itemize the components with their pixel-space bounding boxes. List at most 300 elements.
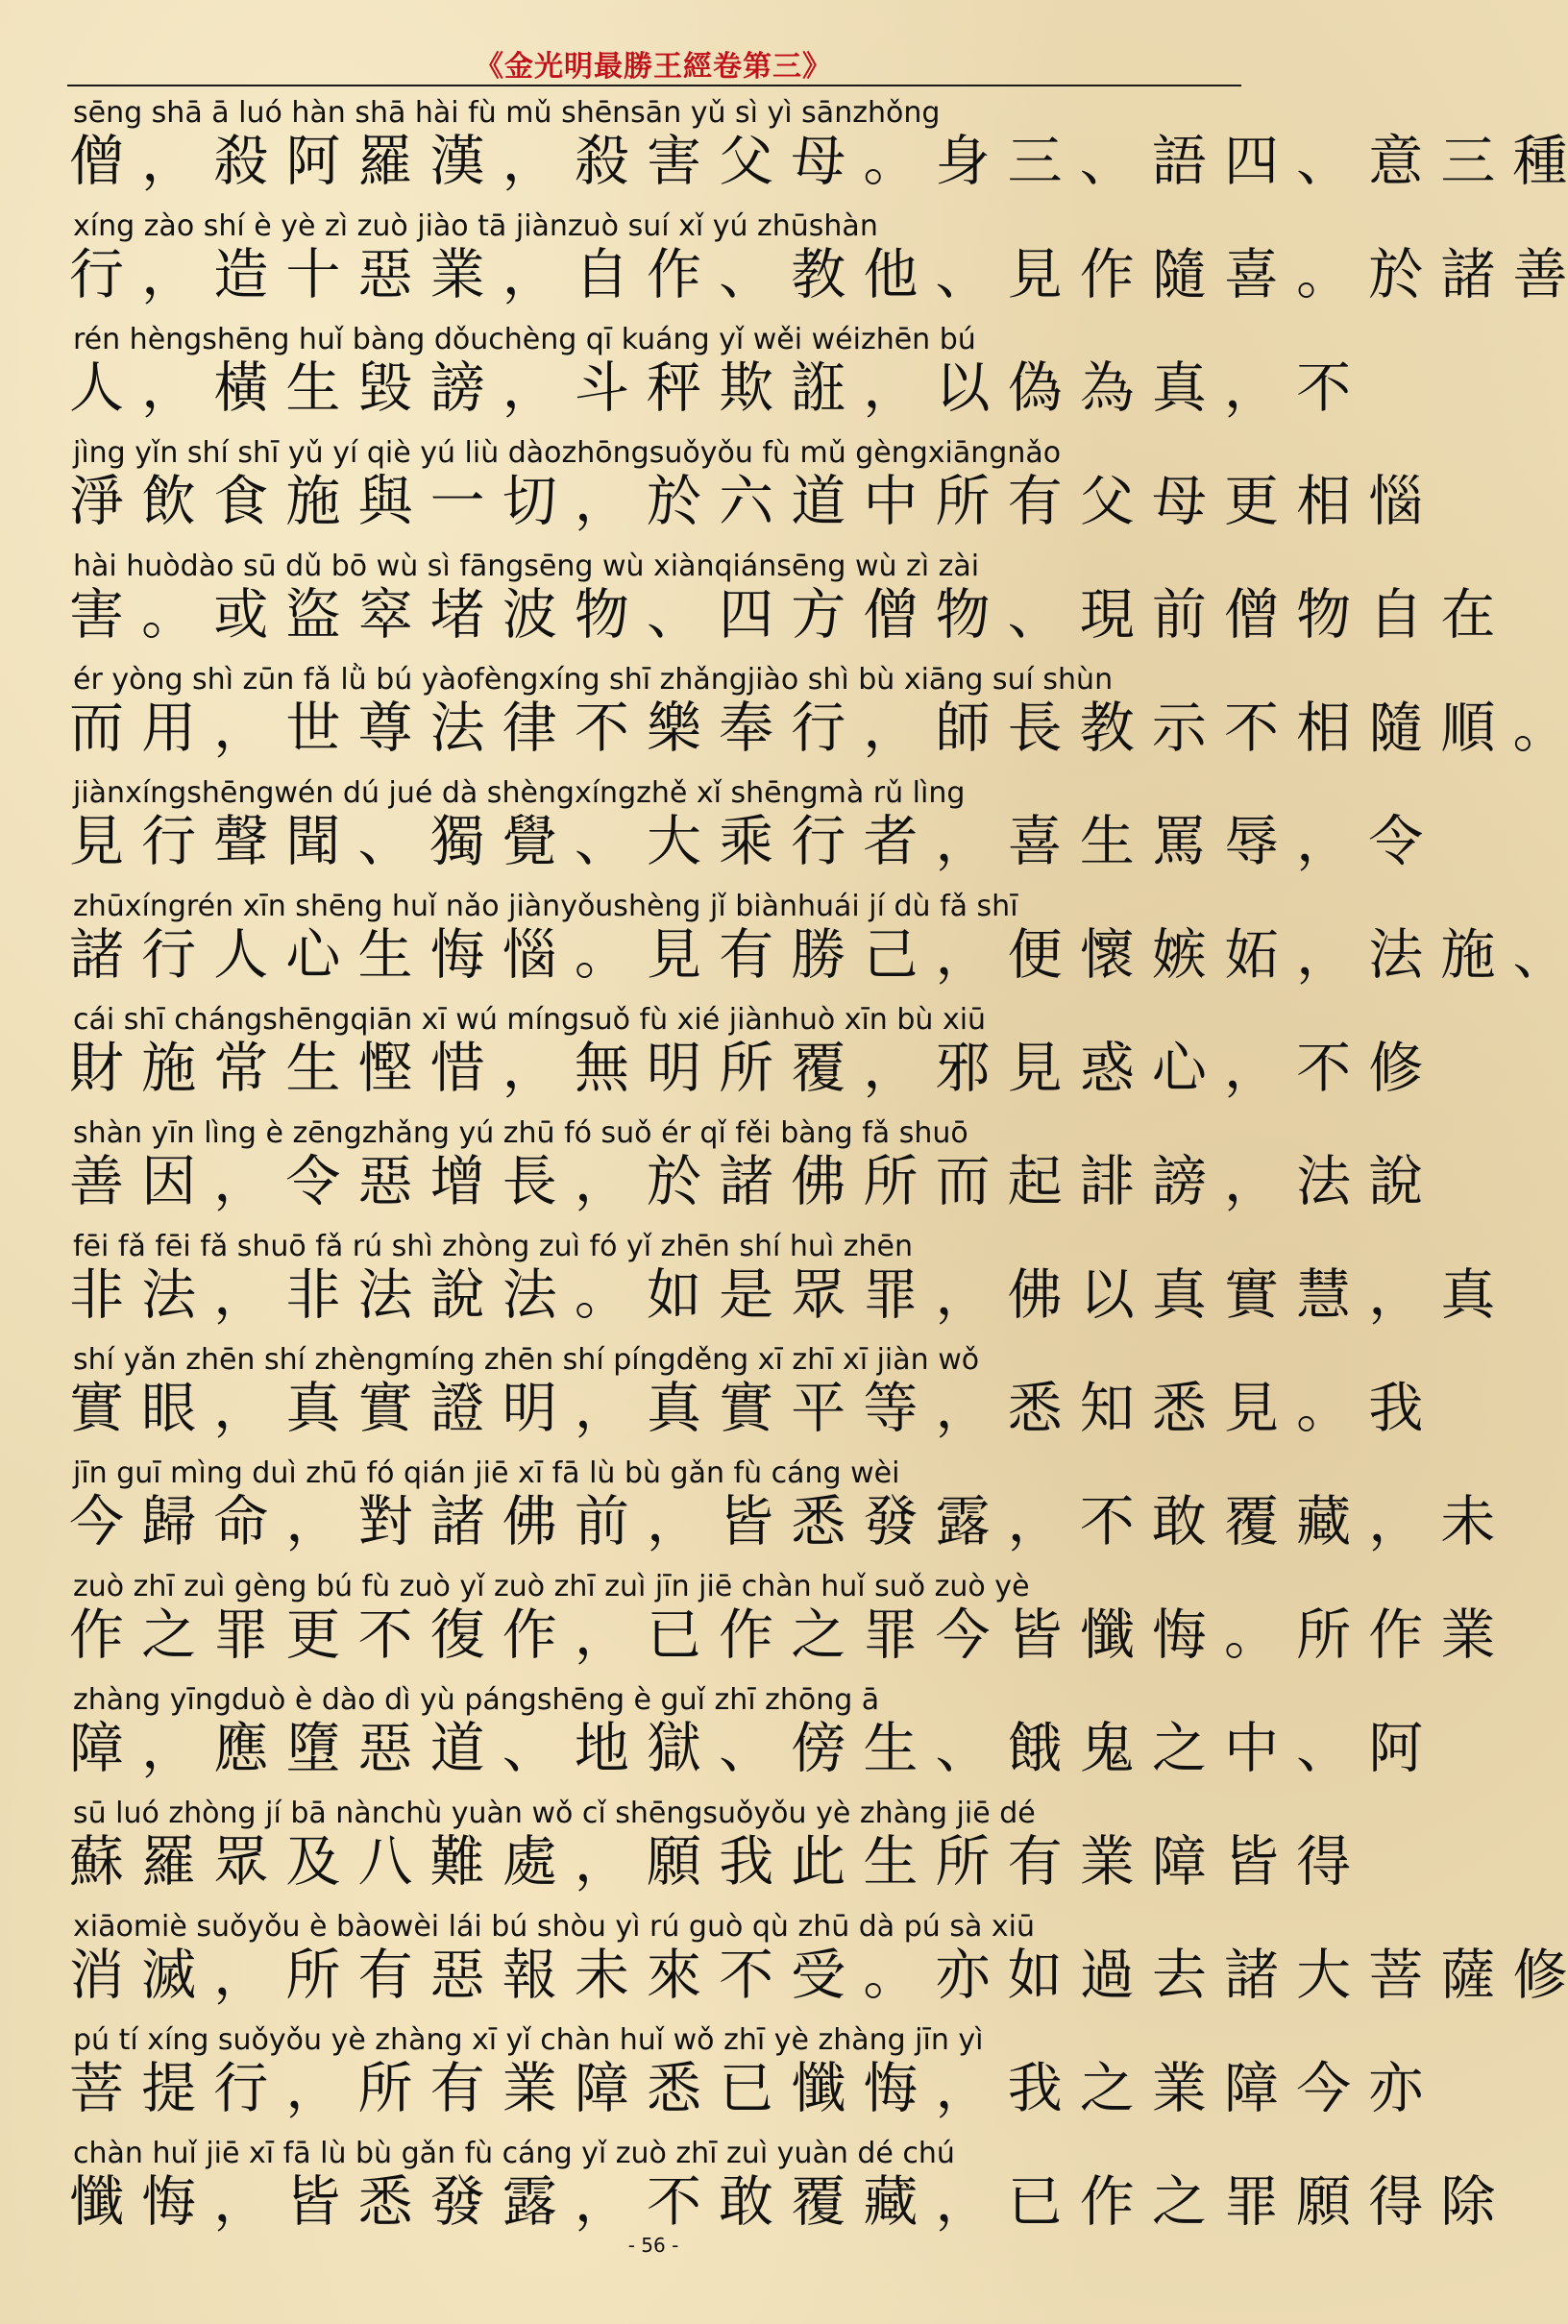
hanzi-line [69,1149,1424,1214]
hanzi-char: 所 [935,1830,991,1894]
hanzi-char: 世 [285,697,341,760]
hanzi-char: 業 [502,2057,557,2120]
hanzi-char: 道 [429,1717,485,1780]
hanzi-char: 我 [719,1830,774,1894]
hanzi-char: 之 [1079,2057,1135,2120]
hanzi-char: ， [1224,1037,1279,1100]
hanzi-char: 勝 [791,923,846,987]
verse-line [69,890,1568,1003]
hanzi-char: 、 [935,243,991,306]
hanzi-char: 自 [1368,583,1424,647]
hanzi-char: ， [213,2170,269,2234]
hanzi-char: 悉 [647,2057,701,2120]
hanzi-char: 非 [285,1263,341,1327]
hanzi-char: 謗 [1151,1150,1207,1213]
verse-line [69,1683,1424,1797]
hanzi-char: 語 [1151,130,1207,193]
title-divider [67,85,1241,86]
hanzi-char: 之 [141,1603,197,1667]
hanzi-char: 說 [429,1263,485,1327]
hanzi-char: 法 [429,697,485,760]
hanzi-char: 於 [647,470,701,533]
hanzi-char: 說 [1368,1150,1424,1213]
hanzi-char: 或 [213,583,269,647]
hanzi-char: 師 [935,697,991,760]
hanzi-char: 作 [502,1603,557,1667]
hanzi-char: 獨 [429,810,485,873]
hanzi-char: 悔 [141,2170,197,2234]
hanzi-char: 不 [719,1944,774,2007]
pinyin-line: zhàng yīngduò è dào dì yù pángshēng è guǐ zhī zhōng ā [73,1683,880,1717]
scripture-text [69,96,1568,2250]
hanzi-char: 悉 [357,2170,413,2234]
hanzi-char: 提 [141,2057,197,2120]
hanzi-char: ， [935,2057,991,2120]
hanzi-char: 、 [357,810,413,873]
hanzi-char: 己 [863,923,919,987]
hanzi-char: ， [935,923,991,987]
hanzi-char: 與 [357,470,413,533]
hanzi-char: 物 [935,583,991,647]
hanzi-char: 妬 [1224,923,1279,987]
sutra-title: 《金光明最勝王經卷第三》 [475,50,832,84]
hanzi-char: 、 [1296,130,1352,193]
hanzi-char: 來 [647,1944,701,2007]
hanzi-char: 發 [863,1490,919,1553]
hanzi-char: 已 [719,2057,774,2120]
hanzi-char: 有 [719,923,774,987]
hanzi-line [69,696,1568,761]
hanzi-char: 所 [285,1944,341,2007]
hanzi-char: 惱 [502,923,557,987]
hanzi-char: 順 [1440,697,1496,760]
hanzi-char: 法 [141,1263,197,1327]
hanzi-char: 飲 [141,470,197,533]
hanzi-char: 惱 [1368,470,1424,533]
hanzi-char: 教 [791,243,846,306]
hanzi-char: 知 [1079,1377,1135,1440]
hanzi-char: ， [213,1263,269,1327]
hanzi-char: 諸 [69,923,124,987]
hanzi-char: 業 [429,243,485,306]
hanzi-char: 行 [213,2057,269,2120]
hanzi-char: 善 [1512,243,1568,306]
hanzi-char: 懷 [1079,923,1135,987]
hanzi-char: 前 [574,1490,629,1553]
hanzi-char: 物 [1296,583,1352,647]
hanzi-char: ， [502,1037,557,1100]
hanzi-char: 三 [1440,130,1496,193]
pinyin-line: sēng shā ā luó hàn shā hài fù mǔ shēnsān yǔ sì yì sānzhǒng [73,96,941,130]
verse-line [69,1343,1424,1456]
hanzi-char: 得 [1368,2170,1424,2234]
hanzi-char: 身 [935,130,991,193]
hanzi-line [69,1489,1496,1554]
hanzi-char: 得 [1296,1830,1352,1894]
hanzi-char: 發 [429,2170,485,2234]
hanzi-char: 十 [285,243,341,306]
hanzi-char: 願 [1296,2170,1352,2234]
hanzi-char: 惡 [357,1150,413,1213]
hanzi-char: 今 [69,1490,124,1553]
hanzi-char: 。 [863,130,919,193]
hanzi-char: 真 [1151,356,1207,420]
hanzi-char: 法 [357,1263,413,1327]
hanzi-char: 大 [1296,1944,1352,2007]
hanzi-char: 四 [719,583,774,647]
hanzi-char: 更 [285,1603,341,1667]
hanzi-char: 業 [1079,1830,1135,1894]
hanzi-char: ， [141,356,197,420]
hanzi-char: 亦 [935,1944,991,2007]
pinyin-line: chàn huǐ jiē xī fā lù bù gǎn fù cáng yǐ zuò zhī zuì yuàn dé chú [73,2137,955,2170]
verse-line [69,2023,1424,2137]
pinyin-line: zhūxíngrén xīn shēng huǐ nǎo jiànyǒushèng jǐ biànhuái jí dù fǎ shī [73,890,1018,923]
hanzi-char: 母 [1151,470,1207,533]
hanzi-char: 便 [1007,923,1063,987]
hanzi-char: 業 [1440,1603,1496,1667]
hanzi-char: 施 [1440,923,1496,987]
hanzi-char: ， [574,1830,629,1894]
verse-line [69,1003,1424,1116]
hanzi-char: 令 [1368,810,1424,873]
hanzi-char: 生 [285,1037,341,1100]
hanzi-char: 報 [502,1944,557,2007]
hanzi-char: 殺 [574,130,629,193]
hanzi-char: 母 [791,130,846,193]
hanzi-char: 惡 [357,243,413,306]
hanzi-char: 眾 [791,1263,846,1327]
verse-line [69,1797,1352,1910]
hanzi-line [69,1829,1352,1895]
hanzi-char: 中 [863,470,919,533]
hanzi-char: 欺 [719,356,774,420]
hanzi-char: 聞 [285,810,341,873]
hanzi-char: 諸 [1224,1944,1279,2007]
hanzi-char: 悔 [1151,1603,1207,1667]
pinyin-line: zuò zhī zuì gèng bú fù zuò yǐ zuò zhī zuì jīn jiē chàn huǐ suǒ zuò yè [73,1570,1030,1603]
hanzi-char: 尊 [357,697,413,760]
hanzi-char: 隨 [1151,243,1207,306]
hanzi-char: 所 [1296,1603,1352,1667]
pinyin-line: fēi fǎ fēi fǎ shuō fǎ rú shì zhòng zuì fó yǐ zhēn shí huì zhēn [73,1230,913,1263]
hanzi-char: 見 [69,810,124,873]
hanzi-line [69,1943,1568,2008]
hanzi-char: 堵 [429,583,485,647]
hanzi-char: 種 [1512,130,1568,193]
hanzi-char: 明 [502,1377,557,1440]
hanzi-char: 之 [1151,2170,1207,2234]
hanzi-char: 作 [647,243,701,306]
hanzi-char: 餓 [1007,1717,1063,1780]
hanzi-char: 作 [69,1603,124,1667]
hanzi-char: 於 [1368,243,1424,306]
hanzi-char: 生 [863,1830,919,1894]
hanzi-char: 心 [1151,1037,1207,1100]
hanzi-char: 覺 [502,810,557,873]
hanzi-char: 惑 [1079,1037,1135,1100]
hanzi-char: ， [285,1490,341,1553]
hanzi-char: 是 [719,1263,774,1327]
hanzi-char: 真 [1151,1263,1207,1327]
hanzi-char: 施 [141,1037,197,1100]
hanzi-char: 諸 [1440,243,1496,306]
verse-line [69,1570,1496,1683]
verse-line [69,1910,1568,2023]
hanzi-char: 悔 [429,923,485,987]
hanzi-char: 諸 [719,1150,774,1213]
hanzi-char: 六 [719,470,774,533]
hanzi-char: ， [935,2170,991,2234]
hanzi-char: 八 [357,1830,413,1894]
hanzi-char: 以 [1079,1263,1135,1327]
hanzi-char: 過 [1079,1944,1135,2007]
hanzi-char: 障 [1151,1830,1207,1894]
hanzi-char: 復 [429,1603,485,1667]
hanzi-char: 不 [357,1603,413,1667]
hanzi-char: 。 [574,1263,629,1327]
hanzi-char: 辱 [1224,810,1279,873]
hanzi-char: 不 [1079,1490,1135,1553]
hanzi-char: 以 [935,356,991,420]
verse-line [69,96,1568,209]
hanzi-char: 罪 [213,1603,269,1667]
hanzi-char: 未 [1440,1490,1496,1553]
hanzi-char: 悉 [1007,1377,1063,1440]
hanzi-char: ， [935,810,991,873]
hanzi-char: 我 [1368,1377,1424,1440]
hanzi-char: 不 [1296,1037,1352,1100]
hanzi-line [69,469,1424,534]
hanzi-char: 奉 [719,697,774,760]
hanzi-line [69,242,1568,307]
hanzi-char: 大 [647,810,701,873]
hanzi-char: 法 [1368,923,1424,987]
hanzi-char: 、 [647,583,701,647]
hanzi-char: ， [502,243,557,306]
hanzi-char: 未 [574,1944,629,2007]
hanzi-char: 食 [213,470,269,533]
hanzi-char: 。 [1224,1603,1279,1667]
hanzi-char: 財 [69,1037,124,1100]
hanzi-char: 為 [1079,356,1135,420]
hanzi-char: 不 [1296,356,1352,420]
hanzi-char: 處 [502,1830,557,1894]
hanzi-char: 者 [863,810,919,873]
hanzi-char: 敢 [1151,1490,1207,1553]
hanzi-char: 見 [1007,1037,1063,1100]
hanzi-char: 增 [429,1150,485,1213]
hanzi-char: 誹 [1079,1150,1135,1213]
hanzi-char: 有 [357,1944,413,2007]
hanzi-char: 作 [719,1603,774,1667]
pinyin-line: rén hèngshēng huǐ bàng dǒuchèng qī kuáng yǐ wěi wéizhēn bú [73,323,976,356]
hanzi-char: 。 [1512,697,1568,760]
hanzi-char: 教 [1079,697,1135,760]
hanzi-char: 除 [1440,2170,1496,2234]
pinyin-line: ér yòng shì zūn fǎ lǜ bú yàofèngxíng shī zhǎngjiào shì bù xiāng suí shùn [73,663,1114,697]
hanzi-char: 及 [285,1830,341,1894]
pinyin-line: xiāomiè suǒyǒu è bàowèi lái bú shòu yì rú guò qù zhū dà pú sà xiū [73,1910,1035,1944]
hanzi-char: 見 [647,923,701,987]
hanzi-char: 。 [574,923,629,987]
hanzi-char: 偽 [1007,356,1063,420]
hanzi-char: 歸 [141,1490,197,1553]
hanzi-char: 。 [141,583,197,647]
hanzi-char: 非 [69,1263,124,1327]
hanzi-char: ， [574,2170,629,2234]
hanzi-char: 、 [1079,130,1135,193]
hanzi-char: 有 [1007,470,1063,533]
hanzi-char: 惡 [429,1944,485,2007]
hanzi-char: 誑 [791,356,846,420]
hanzi-char: 生 [285,356,341,420]
hanzi-char: 實 [1224,1263,1279,1327]
hanzi-char: 法 [502,1263,557,1327]
hanzi-char: 業 [1151,2057,1207,2120]
hanzi-char: 、 [502,1717,557,1780]
hanzi-char: 無 [574,1037,629,1100]
hanzi-char: 、 [1512,923,1568,987]
hanzi-char: 盜 [285,583,341,647]
hanzi-line [69,809,1424,874]
hanzi-char: 此 [791,1830,846,1894]
hanzi-char: 不 [647,2170,701,2234]
hanzi-char: 羅 [141,1830,197,1894]
hanzi-char: 、 [1296,1717,1352,1780]
hanzi-char: ， [1296,810,1352,873]
hanzi-char: 人 [69,356,124,420]
hanzi-char: 四 [1224,130,1279,193]
hanzi-char: ， [935,1377,991,1440]
hanzi-char: ， [647,1490,701,1553]
hanzi-char: 不 [574,697,629,760]
hanzi-char: 、 [574,810,629,873]
hanzi-char: 去 [1151,1944,1207,2007]
hanzi-char: 懺 [791,2057,846,2120]
hanzi-char: 悔 [863,2057,919,2120]
hanzi-char: 實 [719,1377,774,1440]
hanzi-char: 所 [935,470,991,533]
hanzi-char: 眾 [213,1830,269,1894]
hanzi-char: 阿 [1368,1717,1424,1780]
hanzi-char: ， [213,697,269,760]
hanzi-char: 已 [647,1603,701,1667]
hanzi-char: 阿 [285,130,341,193]
hanzi-char: 長 [502,1150,557,1213]
hanzi-char: 慧 [1296,1263,1352,1327]
hanzi-char: 生 [357,923,413,987]
hanzi-char: 嫉 [1151,923,1207,987]
hanzi-char: 、 [1007,583,1063,647]
hanzi-char: 皆 [285,2170,341,2234]
hanzi-char: 、 [935,1717,991,1780]
hanzi-char: ， [502,356,557,420]
hanzi-char: 懺 [1079,1603,1135,1667]
hanzi-char: 真 [647,1377,701,1440]
hanzi-char: 常 [213,1037,269,1100]
hanzi-char: 自 [574,243,629,306]
hanzi-char: ， [285,2057,341,2120]
hanzi-char: 作 [1079,2170,1135,2234]
hanzi-char: 道 [791,470,846,533]
verse-line [69,1230,1496,1343]
hanzi-char: 方 [791,583,846,647]
hanzi-char: 僧 [863,583,919,647]
hanzi-char: 實 [69,1377,124,1440]
hanzi-char: 意 [1368,130,1424,193]
hanzi-char: 願 [647,1830,701,1894]
hanzi-char: 障 [69,1717,124,1780]
hanzi-char: 。 [1296,243,1352,306]
hanzi-char: 障 [1224,2057,1279,2120]
pinyin-line: jiànxíngshēngwén dú jué dà shèngxíngzhě xǐ shēngmà rǔ lìng [73,776,966,810]
hanzi-char: 而 [69,697,124,760]
hanzi-char: 物 [574,583,629,647]
hanzi-char: 現 [1079,583,1135,647]
hanzi-char: 藏 [863,2170,919,2234]
hanzi-char: 所 [357,2057,413,2120]
hanzi-char: 乘 [719,810,774,873]
hanzi-char: 不 [1224,697,1279,760]
hanzi-char: 受 [791,1944,846,2007]
hanzi-char: 之 [1151,1717,1207,1780]
hanzi-char: 今 [935,1603,991,1667]
hanzi-char: 人 [213,923,269,987]
hanzi-char: 樂 [647,697,701,760]
hanzi-char: 切 [502,470,557,533]
hanzi-char: 之 [791,1603,846,1667]
hanzi-char: 等 [863,1377,919,1440]
hanzi-char: 覆 [791,2170,846,2234]
page-number: - 56 - [627,2234,679,2257]
hanzi-char: 相 [1296,470,1352,533]
hanzi-char: 獄 [647,1717,701,1780]
hanzi-char: 亦 [1368,2057,1424,2120]
pinyin-line: xíng zào shí è yè zì zuò jiào tā jiànzuò suí xǐ yú zhūshàn [73,209,878,243]
hanzi-char: 真 [285,1377,341,1440]
hanzi-char: 相 [1296,697,1352,760]
hanzi-char: 菩 [69,2057,124,2120]
hanzi-char: ， [863,697,919,760]
hanzi-char: 更 [1224,470,1279,533]
hanzi-char: 地 [574,1717,629,1780]
pinyin-line: pú tí xíng suǒyǒu yè zhàng xī yǐ chàn huǐ wǒ zhī yè zhàng jīn yì [73,2023,984,2057]
hanzi-line [69,1602,1496,1668]
hanzi-char: 慳 [357,1037,413,1100]
hanzi-char: 秤 [647,356,701,420]
hanzi-char: ， [1224,356,1279,420]
hanzi-line [69,129,1568,194]
hanzi-char: 見 [1007,243,1063,306]
hanzi-char: 難 [429,1830,485,1894]
hanzi-char: 毀 [357,356,413,420]
hanzi-char: 鬼 [1079,1717,1135,1780]
hanzi-char: 證 [429,1377,485,1440]
hanzi-char: 僧 [1224,583,1279,647]
hanzi-char: 他 [863,243,919,306]
hanzi-char: 造 [213,243,269,306]
hanzi-char: 喜 [1224,243,1279,306]
hanzi-char: 有 [429,2057,485,2120]
hanzi-char: 覆 [1224,1490,1279,1553]
hanzi-char: ， [574,1150,629,1213]
hanzi-char: 於 [647,1150,701,1213]
hanzi-char: 佛 [502,1490,557,1553]
hanzi-char: ， [935,1263,991,1327]
hanzi-char: 菩 [1368,1944,1424,2007]
hanzi-char: 、 [719,1717,774,1780]
